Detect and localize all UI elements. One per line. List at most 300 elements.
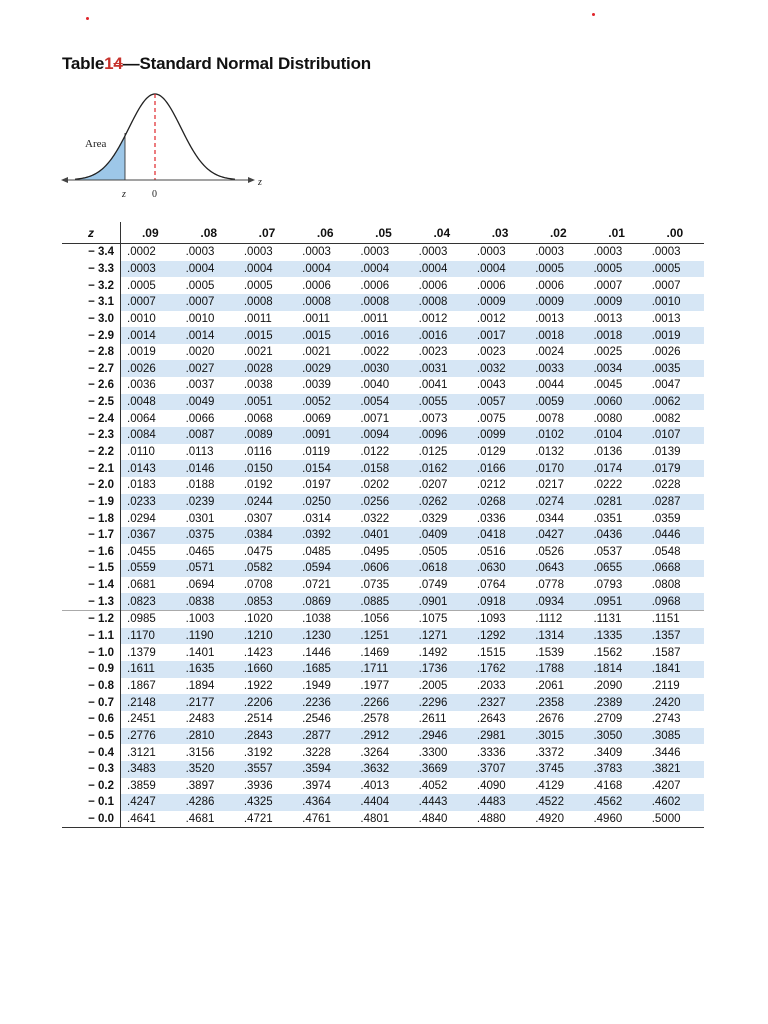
probability-cell: .0034 [587, 360, 645, 377]
zero-label: 0 [152, 189, 157, 200]
probability-cell: .1492 [418, 646, 448, 659]
probability-cell: .0116 [243, 446, 272, 458]
probability-cell: .0030 [354, 360, 412, 377]
axis-arrow-right-icon [248, 177, 255, 183]
z-value-cell: − 0.7 [62, 694, 121, 711]
z-value-cell: − 1.1 [62, 628, 121, 645]
probability-cell: .0047 [651, 379, 681, 392]
probability-cell: .3859 [127, 779, 156, 792]
probability-cell: .0008 [296, 294, 354, 311]
probability-cell: .1251 [354, 628, 412, 645]
probability-cell: .0885 [354, 593, 412, 610]
probability-cell: .0011 [243, 312, 272, 325]
probability-cell: .1469 [360, 646, 390, 659]
probability-cell: .2236 [296, 694, 354, 711]
z-value-cell: − 1.9 [62, 494, 121, 511]
page-title [62, 54, 371, 74]
probability-cell: .2090 [593, 679, 623, 692]
probability-cell: .0537 [593, 545, 623, 558]
probability-cell: .2266 [354, 694, 412, 711]
probability-cell: .0014 [121, 327, 180, 344]
probability-cell: .0017 [471, 327, 529, 344]
probability-cell: .0239 [180, 494, 238, 511]
table-row [62, 611, 704, 628]
probability-cell: .0012 [476, 312, 506, 325]
z-value-cell: − 3.2 [62, 277, 121, 294]
probability-cell: .5000 [646, 811, 704, 828]
probability-cell: .0336 [476, 512, 506, 525]
z-value-cell: − 1.0 [62, 644, 121, 661]
probability-cell: .0162 [413, 460, 471, 477]
probability-cell: .0003 [418, 246, 448, 259]
z-value-cell: − 2.4 [62, 410, 121, 427]
z-value-cell: − 0.8 [62, 678, 121, 695]
table-row [62, 494, 704, 511]
probability-cell: .0082 [651, 412, 681, 425]
probability-cell: .0020 [185, 346, 215, 359]
probability-cell: .4602 [646, 794, 704, 811]
probability-cell: .0005 [529, 261, 587, 278]
table-row [62, 527, 704, 544]
probability-cell: .4920 [529, 811, 587, 828]
probability-cell: .1814 [587, 661, 645, 678]
probability-cell: .0040 [360, 379, 390, 392]
probability-cell: .2877 [296, 728, 354, 745]
probability-cell: .1075 [413, 611, 471, 628]
probability-cell: .3783 [587, 761, 645, 778]
probability-cell: .0052 [296, 394, 354, 411]
probability-cell: .1401 [185, 646, 215, 659]
probability-cell: .2033 [476, 679, 506, 692]
probability-cell: .4247 [121, 794, 180, 811]
table-header-row [62, 222, 704, 244]
probability-cell: .0495 [360, 545, 390, 558]
z-value-cell: − 2.6 [62, 377, 121, 394]
probability-cell: .3409 [593, 746, 623, 759]
probability-cell: .0735 [360, 579, 390, 592]
probability-cell: .0307 [243, 512, 273, 525]
probability-cell: .0003 [593, 246, 623, 259]
probability-cell: .0139 [651, 446, 681, 458]
probability-cell: .3446 [651, 746, 681, 759]
probability-cell: .0005 [127, 279, 156, 292]
probability-cell: .0015 [238, 327, 296, 344]
probability-cell: .4562 [587, 794, 645, 811]
probability-cell: .0409 [413, 527, 471, 544]
table-row [62, 277, 704, 294]
probability-cell: .0262 [413, 494, 471, 511]
probability-cell: .2776 [121, 728, 180, 745]
probability-cell: .2709 [593, 713, 623, 726]
z-value-cell: − 1.2 [62, 611, 121, 628]
probability-cell: .0008 [413, 294, 471, 311]
probability-cell: .0004 [413, 261, 471, 278]
probability-cell: .0013 [535, 312, 564, 325]
probability-cell: .0057 [471, 394, 529, 411]
column-header: .06 [296, 222, 354, 244]
table-row [62, 744, 704, 761]
z-value-cell: − 3.1 [62, 294, 121, 311]
z-value-cell: − 3.4 [62, 244, 121, 261]
z-value-cell: − 0.3 [62, 761, 121, 778]
probability-cell: .0007 [651, 279, 681, 292]
probability-cell: .1003 [180, 611, 238, 628]
probability-cell: .0188 [185, 479, 215, 492]
probability-cell: .4960 [587, 811, 645, 828]
probability-cell: .0314 [302, 512, 331, 525]
probability-cell: .0023 [418, 346, 448, 359]
table-row [62, 360, 704, 377]
probability-cell: .0606 [354, 560, 412, 577]
probability-cell: .1635 [180, 661, 238, 678]
probability-cell: .0010 [646, 294, 704, 311]
z-value-cell: − 0.2 [62, 778, 121, 795]
probability-cell: .1922 [243, 679, 273, 692]
probability-cell: .0329 [418, 512, 448, 525]
probability-cell: .0217 [535, 479, 564, 492]
probability-cell: .3050 [587, 728, 645, 745]
probability-cell: .4840 [413, 811, 471, 828]
table-row [62, 661, 704, 678]
probability-cell: .0344 [535, 512, 564, 525]
probability-cell: .3520 [180, 761, 238, 778]
probability-cell: .0582 [238, 560, 296, 577]
probability-cell: .0516 [476, 545, 506, 558]
column-header: .07 [238, 222, 296, 244]
probability-cell: .0129 [476, 446, 506, 458]
table-row [62, 410, 704, 427]
probability-cell: .0003 [185, 246, 215, 259]
probability-cell: .0174 [587, 460, 645, 477]
table-row [62, 444, 704, 461]
probability-cell: .2643 [476, 713, 506, 726]
probability-cell: .0009 [471, 294, 529, 311]
z-value-cell: − 0.4 [62, 744, 121, 761]
probability-cell: .2148 [121, 694, 180, 711]
probability-cell: .3745 [529, 761, 587, 778]
probability-cell: .4325 [238, 794, 296, 811]
probability-cell: .3192 [243, 746, 273, 759]
probability-cell: .3336 [476, 746, 506, 759]
probability-cell: .0094 [354, 427, 412, 444]
probability-cell: .0505 [418, 545, 448, 558]
probability-cell: .0062 [646, 394, 704, 411]
probability-cell: .0055 [413, 394, 471, 411]
probability-cell: .0301 [185, 512, 215, 525]
probability-cell: .0015 [296, 327, 354, 344]
table-row [62, 811, 704, 828]
probability-cell: .0004 [238, 261, 296, 278]
probability-cell: .0009 [587, 294, 645, 311]
probability-cell: .0003 [651, 246, 681, 259]
probability-cell: .0233 [121, 494, 180, 511]
probability-cell: .0823 [121, 593, 180, 610]
probability-cell: .0244 [238, 494, 296, 511]
probability-cell: .0043 [476, 379, 506, 392]
probability-cell: .0008 [354, 294, 412, 311]
z-value-cell: − 1.6 [62, 544, 121, 561]
probability-cell: .0179 [646, 460, 704, 477]
probability-cell: .1151 [646, 611, 704, 628]
probability-cell: .1867 [127, 679, 156, 692]
probability-cell: .0143 [121, 460, 180, 477]
probability-cell: .0060 [587, 394, 645, 411]
probability-cell: .0630 [471, 560, 529, 577]
table-row [62, 711, 704, 728]
probability-cell: .0136 [593, 446, 623, 458]
probability-cell: .2912 [354, 728, 412, 745]
probability-cell: .2177 [180, 694, 238, 711]
probability-cell: .4013 [360, 779, 390, 792]
probability-cell: .0011 [302, 312, 331, 325]
probability-cell: .0934 [529, 593, 587, 610]
column-header: .00 [646, 222, 704, 244]
table-row [62, 261, 704, 278]
probability-cell: .4641 [121, 811, 180, 828]
probability-cell: .0084 [121, 427, 180, 444]
probability-cell: .3300 [418, 746, 448, 759]
z-value-cell: − 2.0 [62, 477, 121, 494]
probability-cell: .4404 [354, 794, 412, 811]
probability-cell: .0007 [180, 294, 238, 311]
table-row [62, 477, 704, 494]
table-row [62, 510, 704, 527]
probability-cell: .0287 [646, 494, 704, 511]
probability-cell: .1660 [238, 661, 296, 678]
probability-cell: .3483 [121, 761, 180, 778]
title-text: —Standard Normal Distribution [122, 54, 371, 73]
probability-cell: .0401 [354, 527, 412, 544]
probability-cell: .0041 [418, 379, 448, 392]
z-value-cell: − 0.5 [62, 728, 121, 745]
table-row [62, 460, 704, 477]
column-header: .02 [529, 222, 587, 244]
probability-cell: .1977 [360, 679, 390, 692]
probability-cell: .0075 [476, 412, 506, 425]
probability-cell: .0006 [476, 279, 506, 292]
column-header: .09 [121, 222, 180, 244]
probability-cell: .1314 [529, 628, 587, 645]
probability-cell: .0475 [243, 545, 273, 558]
probability-cell: .2119 [651, 679, 680, 692]
probability-cell: .1788 [529, 661, 587, 678]
probability-cell: .0035 [646, 360, 704, 377]
probability-cell: .1379 [127, 646, 156, 659]
probability-cell: .0003 [243, 246, 273, 259]
probability-cell: .0446 [646, 527, 704, 544]
probability-cell: .0853 [238, 593, 296, 610]
probability-cell: .1515 [476, 646, 506, 659]
probability-cell: .3015 [529, 728, 587, 745]
probability-cell: .0197 [302, 479, 331, 492]
probability-cell: .1685 [296, 661, 354, 678]
probability-cell: .0073 [418, 412, 448, 425]
probability-cell: .0985 [121, 611, 180, 628]
probability-cell: .0146 [180, 460, 238, 477]
probability-cell: .1611 [121, 661, 180, 678]
table-row [62, 394, 704, 411]
probability-cell: .3121 [127, 746, 156, 759]
probability-cell: .0125 [418, 446, 448, 458]
table-row [62, 244, 704, 261]
probability-cell: .0014 [180, 327, 238, 344]
probability-cell: .0119 [302, 446, 331, 458]
probability-cell: .2843 [238, 728, 296, 745]
axis-arrow-left-icon [61, 177, 68, 183]
z-value-cell: − 2.2 [62, 444, 121, 461]
probability-cell: .0212 [476, 479, 506, 492]
probability-cell: .0091 [296, 427, 354, 444]
probability-cell: .2005 [418, 679, 448, 692]
probability-cell: .0003 [476, 246, 506, 259]
probability-cell: .1038 [296, 611, 354, 628]
probability-cell: .0028 [238, 360, 296, 377]
probability-cell: .0170 [529, 460, 587, 477]
probability-cell: .0359 [651, 512, 681, 525]
probability-cell: .0222 [593, 479, 623, 492]
probability-cell: .1894 [185, 679, 215, 692]
probability-cell: .2578 [360, 713, 390, 726]
z-value-cell: − 1.5 [62, 560, 121, 577]
z-value-cell: − 0.0 [62, 811, 121, 828]
probability-cell: .2810 [180, 728, 238, 745]
probability-cell: .0044 [535, 379, 564, 392]
probability-cell: .0019 [646, 327, 704, 344]
probability-cell: .0006 [418, 279, 448, 292]
z-value-cell: − 2.9 [62, 327, 121, 344]
probability-cell: .0122 [360, 446, 390, 458]
probability-cell: .4681 [180, 811, 238, 828]
probability-cell: .0793 [593, 579, 623, 592]
probability-cell: .0029 [296, 360, 354, 377]
red-mark-dot [86, 17, 89, 20]
probability-cell: .0080 [593, 412, 623, 425]
probability-cell: .0010 [185, 312, 215, 325]
probability-cell: .2946 [413, 728, 471, 745]
probability-cell: .1423 [243, 646, 273, 659]
probability-cell: .0010 [127, 312, 156, 325]
probability-cell: .0594 [296, 560, 354, 577]
z-value-cell: − 2.1 [62, 460, 121, 477]
z-value-cell: − 2.7 [62, 360, 121, 377]
probability-cell: .0375 [180, 527, 238, 544]
table-row [62, 794, 704, 811]
probability-cell: .0013 [593, 312, 623, 325]
probability-cell: .1841 [646, 661, 704, 678]
probability-cell: .0281 [587, 494, 645, 511]
table-row [62, 544, 704, 561]
z-value-cell: − 3.3 [62, 261, 121, 278]
probability-cell: .2296 [413, 694, 471, 711]
probability-cell: .0045 [593, 379, 623, 392]
probability-cell: .0005 [185, 279, 215, 292]
probability-cell: .0202 [360, 479, 390, 492]
column-header: .04 [413, 222, 471, 244]
probability-cell: .0384 [238, 527, 296, 544]
probability-cell: .1190 [180, 628, 238, 645]
z-label: z [122, 189, 126, 200]
probability-cell: .0006 [360, 279, 390, 292]
probability-cell: .0049 [180, 394, 238, 411]
probability-cell: .0643 [529, 560, 587, 577]
axis-z-label: z [258, 177, 262, 188]
probability-cell: .2358 [529, 694, 587, 711]
probability-cell: .0024 [535, 346, 564, 359]
z-value-cell: − 0.9 [62, 661, 121, 678]
z-value-cell: − 2.8 [62, 344, 121, 361]
table-row [62, 761, 704, 778]
probability-cell: .0274 [529, 494, 587, 511]
probability-cell: .0418 [471, 527, 529, 544]
probability-cell: .2061 [535, 679, 564, 692]
probability-cell: .0228 [651, 479, 681, 492]
table-row [62, 294, 704, 311]
column-header: .05 [354, 222, 412, 244]
table-row [62, 593, 704, 610]
probability-cell: .0011 [360, 312, 389, 325]
probability-cell: .1020 [238, 611, 296, 628]
probability-cell: .0951 [587, 593, 645, 610]
probability-cell: .3707 [471, 761, 529, 778]
normal-distribution-table [62, 222, 704, 828]
probability-cell: .0571 [180, 560, 238, 577]
z-value-cell: − 2.3 [62, 427, 121, 444]
probability-cell: .0526 [535, 545, 564, 558]
probability-cell: .0026 [651, 346, 681, 359]
probability-cell: .2981 [471, 728, 529, 745]
probability-cell: .0192 [243, 479, 273, 492]
probability-cell: .3821 [646, 761, 704, 778]
probability-cell: .4364 [296, 794, 354, 811]
probability-cell: .3557 [238, 761, 296, 778]
probability-cell: .0023 [476, 346, 506, 359]
table-row [62, 427, 704, 444]
probability-cell: .0104 [587, 427, 645, 444]
probability-cell: .4052 [418, 779, 448, 792]
probability-cell: .0087 [180, 427, 238, 444]
probability-cell: .0548 [651, 545, 681, 558]
title-strike: 4 [113, 54, 123, 73]
probability-cell: .0054 [354, 394, 412, 411]
probability-cell: .3936 [243, 779, 273, 792]
probability-cell: .0003 [360, 246, 390, 259]
z-value-cell: − 1.8 [62, 510, 121, 527]
probability-cell: .0681 [127, 579, 156, 592]
probability-cell: .0032 [471, 360, 529, 377]
probability-cell: .2743 [651, 713, 681, 726]
probability-cell: .3974 [302, 779, 331, 792]
table-row [62, 577, 704, 594]
probability-cell: .0110 [127, 446, 155, 458]
probability-cell: .3372 [535, 746, 564, 759]
probability-cell: .4129 [535, 779, 564, 792]
probability-cell: .0005 [587, 261, 645, 278]
probability-cell: .1271 [413, 628, 471, 645]
probability-cell: .0021 [243, 346, 273, 359]
probability-cell: .4090 [476, 779, 506, 792]
probability-cell: .1230 [296, 628, 354, 645]
z-value-cell: − 0.1 [62, 794, 121, 811]
probability-cell: .0918 [471, 593, 529, 610]
column-header: .03 [471, 222, 529, 244]
z-value-cell: − 1.7 [62, 527, 121, 544]
probability-cell: .0708 [243, 579, 273, 592]
probability-cell: .1539 [535, 646, 564, 659]
probability-cell: .0018 [587, 327, 645, 344]
probability-cell: .0078 [535, 412, 564, 425]
z-value-cell: − 3.0 [62, 311, 121, 328]
probability-cell: .0392 [296, 527, 354, 544]
